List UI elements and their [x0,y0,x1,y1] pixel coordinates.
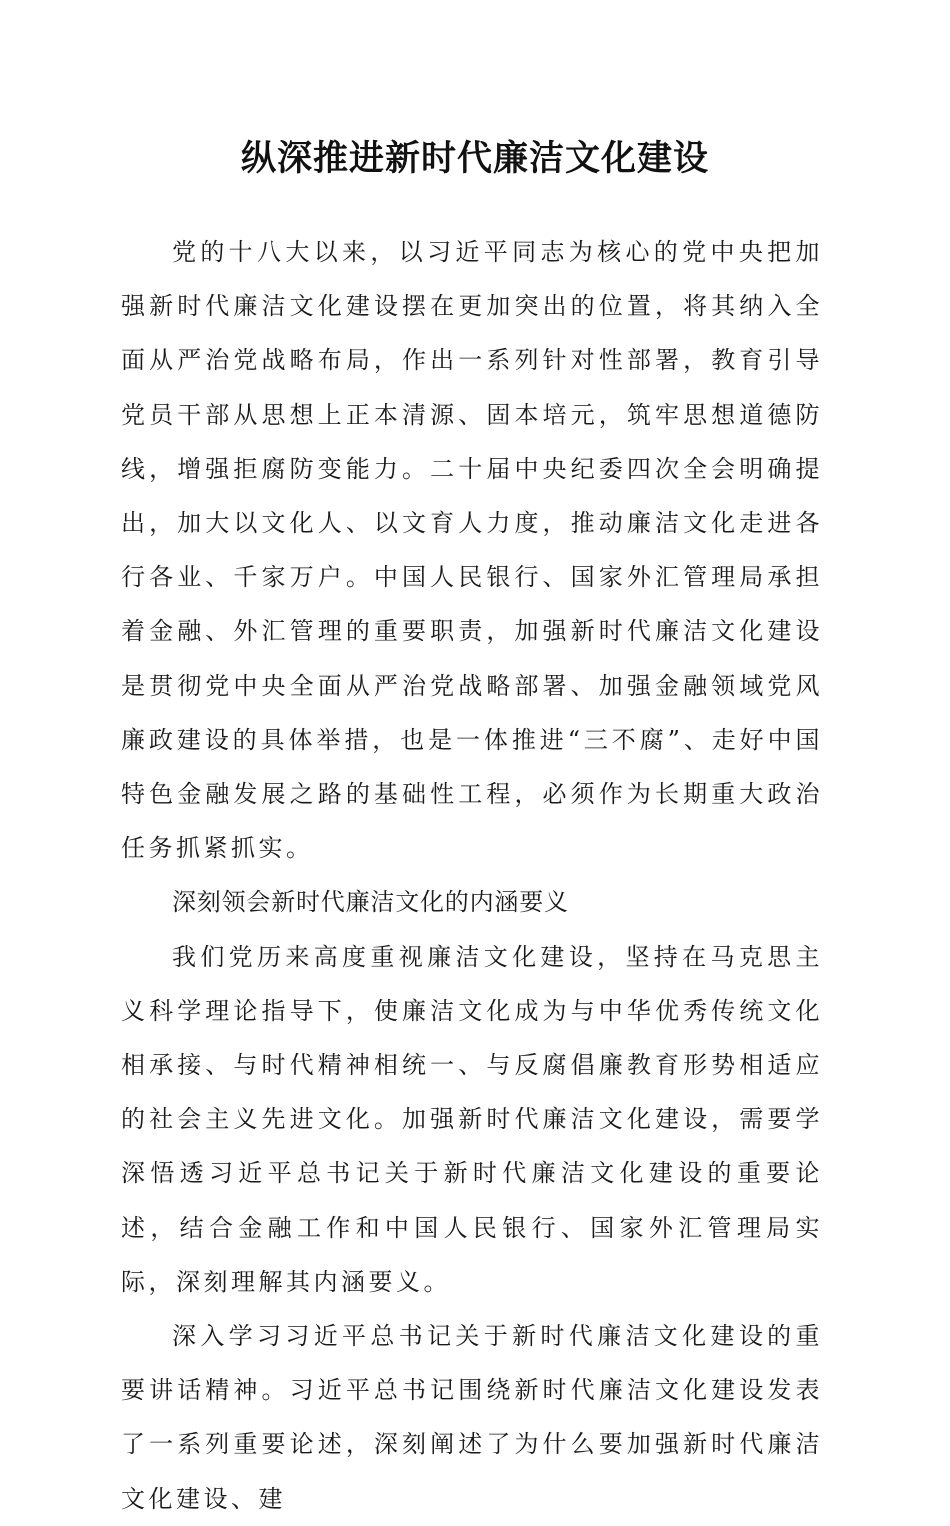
paragraph-intro: 党的十八大以来，以习近平同志为核心的党中央把加强新时代廉洁文化建设摆在更加突出的位置，将其纳入全面从严治党战略布局，作出一系列针对性部署，教育引导党员干部从思想上正本清源、固本培元，筑牢思想道德防线，增强拒腐防变能力。二十届中央纪委四次全会明确提出，加大以文化人、以文育人力度，推动廉洁文化走进各行各业、千家万户。中国人民银行、国家外汇管理局承担着金融、外汇管理的重要职责，加强新时代廉洁文化建设是贯彻党中央全面从严治党战略部署、加强金融领域党风廉政建设的具体举措，也是一体推进“三不腐”、走好中国特色金融发展之路的基础性工程，必须作为长期重大政治任务抓紧抓实。 [121,238,823,863]
document-body [121,225,823,1526]
paragraph-section-intro: 我们党历来高度重视廉洁文化建设，坚持在马克思主义科学理论指导下，使廉洁文化成为与中华优秀传统文化相承接、与时代精神相统一、与反腐倡廉教育形势相适应的社会主义先进文化。加强新时代廉洁文化建设，需要学深悟透习近平总书记关于新时代廉洁文化建设的重要论述，结合金融工作和中国人民银行、国家外汇管理局实际，深刻理解其内涵要义。 [121,942,823,1296]
document-title: 纵深推进新时代廉洁文化建设 [240,138,709,179]
section-heading: 深刻领会新时代廉洁文化的内涵要义 [172,888,569,917]
paragraph-study: 深入学习习近平总书记关于新时代廉洁文化建设的重要讲话精神。习近平总书记围绕新时代廉洁文化建设发表了一系列重要论述，深刻阐述了为什么要加强新时代廉洁文化建设、建 [121,1322,823,1513]
